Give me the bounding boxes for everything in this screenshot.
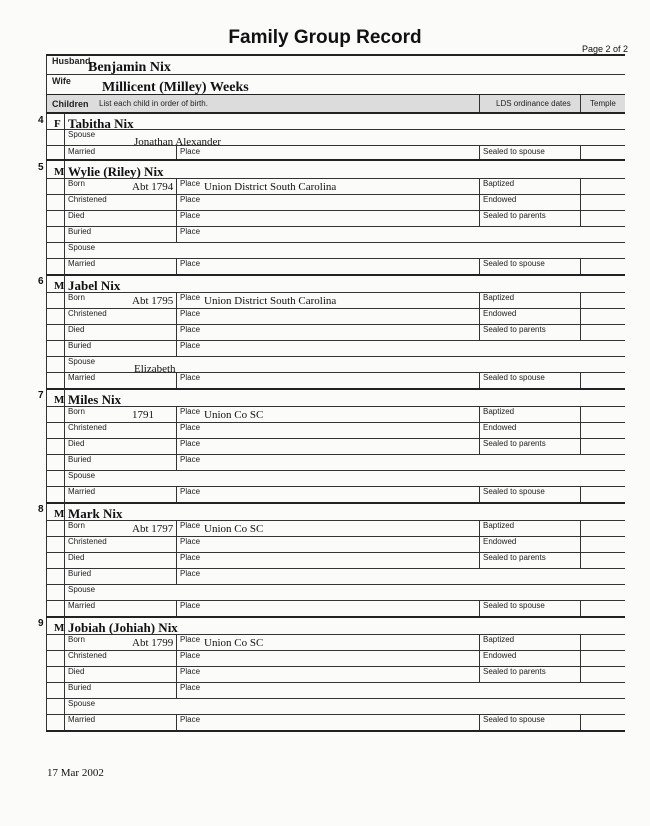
divider: [176, 308, 177, 324]
place-label: Place: [180, 325, 201, 334]
divider: [479, 536, 480, 552]
divider: [479, 178, 480, 194]
spouse-label: Spouse: [68, 357, 96, 366]
divider: [176, 714, 177, 730]
married-label: Married: [68, 487, 96, 496]
left-border: [46, 54, 47, 732]
born-place: Union District South Carolina: [204, 295, 337, 307]
child-number: 6: [38, 276, 44, 287]
child-number: 8: [38, 504, 44, 515]
born-place: Union Co SC: [204, 409, 264, 421]
born-label: Born: [68, 635, 85, 644]
divider: [46, 454, 625, 455]
sealed_spouse-label: Sealed to spouse: [483, 715, 545, 724]
divider: [479, 145, 480, 159]
divider: [479, 422, 480, 438]
buried-label: Buried: [68, 455, 92, 464]
spouse-label: Spouse: [68, 699, 96, 708]
child-sex: M: [54, 280, 65, 292]
divider: [479, 714, 480, 730]
child-name: Jabel Nix: [68, 278, 121, 293]
child-number: 4: [38, 115, 44, 126]
born-date: Abt 1795: [132, 295, 174, 307]
divider: [176, 650, 177, 666]
divider: [176, 536, 177, 552]
place-label: Place: [180, 521, 201, 530]
christened-label: Christened: [68, 309, 107, 318]
married-label: Married: [68, 147, 96, 156]
divider: [46, 178, 625, 179]
divider: [580, 210, 581, 226]
divider: [46, 520, 625, 521]
divider: [176, 292, 177, 308]
page-number: Page 2 of 2: [581, 44, 628, 54]
divider: [479, 210, 480, 226]
baptized-label: Baptized: [483, 407, 515, 416]
divider: [580, 634, 581, 650]
divider: [46, 536, 625, 537]
baptized-label: Baptized: [483, 179, 515, 188]
divider: [479, 308, 480, 324]
divider: [176, 600, 177, 616]
sealed_parents-label: Sealed to parents: [483, 325, 546, 334]
born-place: Union Co SC: [204, 637, 264, 649]
christened-label: Christened: [68, 195, 107, 204]
place-label: Place: [180, 635, 201, 644]
divider: [479, 372, 480, 388]
divider: [580, 552, 581, 568]
spouse-label: Spouse: [68, 471, 96, 480]
children-note: List each child in order of birth.: [99, 99, 208, 108]
died-label: Died: [68, 211, 85, 220]
divider: [580, 486, 581, 502]
divider: [176, 340, 177, 356]
divider: [176, 682, 177, 698]
sealed_spouse-label: Sealed to spouse: [483, 487, 545, 496]
divider: [46, 422, 625, 423]
divider: [580, 536, 581, 552]
child-sex: M: [54, 622, 65, 634]
divider: [479, 600, 480, 616]
divider: [46, 194, 625, 195]
divider: [176, 226, 177, 242]
married-label: Married: [68, 715, 96, 724]
divider: [176, 520, 177, 536]
sealed_parents-label: Sealed to parents: [483, 439, 546, 448]
born-date: Abt 1797: [132, 523, 174, 535]
endowed-label: Endowed: [483, 195, 517, 204]
born-date: Abt 1799: [132, 637, 174, 649]
divider: [580, 178, 581, 194]
child-name: Tabitha Nix: [68, 116, 134, 131]
family-group-form: [38, 54, 625, 734]
place-label: Place: [180, 487, 201, 496]
place-label: Place: [180, 227, 201, 236]
born-place: Union Co SC: [204, 523, 264, 535]
top-border: [46, 54, 625, 56]
divider: [46, 470, 625, 471]
divider: [46, 274, 625, 276]
divider: [479, 438, 480, 454]
endowed-label: Endowed: [483, 423, 517, 432]
place-label: Place: [180, 439, 201, 448]
child-sex: F: [54, 118, 61, 130]
divider: [176, 372, 177, 388]
divider: [479, 650, 480, 666]
divider: [46, 145, 625, 146]
christened-label: Christened: [68, 651, 107, 660]
divider: [176, 194, 177, 210]
spouse-label: Spouse: [68, 585, 96, 594]
divider: [176, 552, 177, 568]
divider: [176, 422, 177, 438]
divider: [580, 650, 581, 666]
divider: [176, 406, 177, 422]
divider: [46, 406, 625, 407]
divider: [46, 388, 625, 390]
divider: [176, 178, 177, 194]
place-label: Place: [180, 195, 201, 204]
baptized-label: Baptized: [483, 521, 515, 530]
divider: [580, 600, 581, 616]
christened-label: Christened: [68, 423, 107, 432]
divider: [46, 634, 625, 635]
place-label: Place: [180, 423, 201, 432]
child-sex: M: [54, 508, 65, 520]
wife-label: Wife: [52, 76, 71, 86]
sealed_parents-label: Sealed to parents: [483, 553, 546, 562]
place-label: Place: [180, 569, 201, 578]
divider: [46, 650, 625, 651]
temple-column-header: Temple: [590, 99, 616, 108]
divider: [46, 308, 625, 309]
born-date: Abt 1794: [132, 181, 174, 193]
died-label: Died: [68, 439, 85, 448]
divider: [580, 714, 581, 730]
child-number: 5: [38, 162, 44, 173]
child-number: 7: [38, 390, 44, 401]
divider: [176, 454, 177, 470]
divider: [64, 114, 65, 159]
divider: [580, 258, 581, 274]
divider: [46, 74, 625, 75]
divider: [580, 95, 581, 112]
divider: [580, 666, 581, 682]
divider: [580, 308, 581, 324]
married-label: Married: [68, 601, 96, 610]
divider: [46, 112, 625, 114]
endowed-label: Endowed: [483, 651, 517, 660]
place-label: Place: [180, 407, 201, 416]
place-label: Place: [180, 651, 201, 660]
place-label: Place: [180, 683, 201, 692]
divider: [479, 486, 480, 502]
place-label: Place: [180, 341, 201, 350]
baptized-label: Baptized: [483, 635, 515, 644]
divider: [176, 438, 177, 454]
husband-label: Husband: [52, 56, 91, 66]
divider: [580, 422, 581, 438]
spouse-value: Elizabeth: [134, 363, 176, 375]
married-label: Married: [68, 259, 96, 268]
child-name: Wylie (Riley) Nix: [68, 164, 164, 179]
born-label: Born: [68, 521, 85, 530]
sealed_spouse-label: Sealed to spouse: [483, 373, 545, 382]
divider: [46, 698, 625, 699]
sealed-spouse-label: Sealed to spouse: [483, 147, 545, 156]
wife-name: Millicent (Milley) Weeks: [102, 80, 249, 95]
divider: [580, 520, 581, 536]
divider: [479, 552, 480, 568]
buried-label: Buried: [68, 227, 92, 236]
place-label: Place: [180, 293, 201, 302]
divider: [46, 730, 625, 732]
sealed_parents-label: Sealed to parents: [483, 667, 546, 676]
died-label: Died: [68, 325, 85, 334]
divider: [580, 145, 581, 159]
divider: [176, 324, 177, 340]
christened-label: Christened: [68, 537, 107, 546]
divider: [176, 568, 177, 584]
child-name: Mark Nix: [68, 506, 123, 521]
place-label: Place: [180, 373, 201, 382]
divider: [580, 292, 581, 308]
divider: [176, 486, 177, 502]
place-label: Place: [180, 667, 201, 676]
child-number: 9: [38, 618, 44, 629]
born-label: Born: [68, 407, 85, 416]
page-title: Family Group Record: [228, 27, 422, 48]
place-label: Place: [180, 553, 201, 562]
spouse-value: Jonathan Alexander: [134, 136, 222, 148]
divider: [580, 324, 581, 340]
divider: [580, 406, 581, 422]
place-label: Place: [180, 259, 201, 268]
place-label: Place: [180, 537, 201, 546]
place-label: Place: [180, 147, 201, 156]
divider: [46, 568, 625, 569]
place-label: Place: [180, 601, 201, 610]
divider: [176, 666, 177, 682]
divider: [479, 324, 480, 340]
divider: [46, 340, 625, 341]
divider: [46, 502, 625, 504]
lds-column-header: LDS ordinance dates: [496, 99, 571, 108]
divider: [176, 258, 177, 274]
child-name: Miles Nix: [68, 392, 122, 407]
husband-name: Benjamin Nix: [88, 60, 171, 75]
divider: [46, 616, 625, 618]
divider: [479, 406, 480, 422]
divider: [479, 95, 480, 112]
child-sex: M: [54, 166, 65, 178]
died-label: Died: [68, 667, 85, 676]
children-label: Children: [52, 99, 89, 109]
divider: [479, 520, 480, 536]
divider: [479, 292, 480, 308]
place-label: Place: [180, 715, 201, 724]
place-label: Place: [180, 309, 201, 318]
baptized-label: Baptized: [483, 293, 515, 302]
divider: [479, 666, 480, 682]
divider: [46, 159, 625, 161]
spouse-label: Spouse: [68, 243, 96, 252]
born-label: Born: [68, 179, 85, 188]
born-label: Born: [68, 293, 85, 302]
spouse-label: Spouse: [68, 130, 96, 139]
divider: [46, 292, 625, 293]
divider: [46, 682, 625, 683]
endowed-label: Endowed: [483, 537, 517, 546]
place-label: Place: [180, 455, 201, 464]
place-label: Place: [180, 211, 201, 220]
born-place: Union District South Carolina: [204, 181, 337, 193]
sealed_spouse-label: Sealed to spouse: [483, 259, 545, 268]
divider: [176, 634, 177, 650]
divider: [479, 194, 480, 210]
divider: [46, 129, 625, 130]
born-date: 1791: [132, 409, 154, 421]
buried-label: Buried: [68, 341, 92, 350]
footer-date: 17 Mar 2002: [47, 767, 104, 779]
sealed_spouse-label: Sealed to spouse: [483, 601, 545, 610]
divider: [479, 634, 480, 650]
buried-label: Buried: [68, 683, 92, 692]
buried-label: Buried: [68, 569, 92, 578]
divider: [46, 356, 625, 357]
married-label: Married: [68, 373, 96, 382]
divider: [479, 258, 480, 274]
divider: [46, 584, 625, 585]
died-label: Died: [68, 553, 85, 562]
child-sex: M: [54, 394, 65, 406]
place-label: Place: [180, 179, 201, 188]
divider: [176, 210, 177, 226]
child-name: Jobiah (Johiah) Nix: [68, 620, 178, 635]
divider: [176, 145, 177, 159]
divider: [580, 372, 581, 388]
divider: [580, 438, 581, 454]
divider: [46, 242, 625, 243]
sealed_parents-label: Sealed to parents: [483, 211, 546, 220]
endowed-label: Endowed: [483, 309, 517, 318]
divider: [580, 194, 581, 210]
divider: [46, 226, 625, 227]
